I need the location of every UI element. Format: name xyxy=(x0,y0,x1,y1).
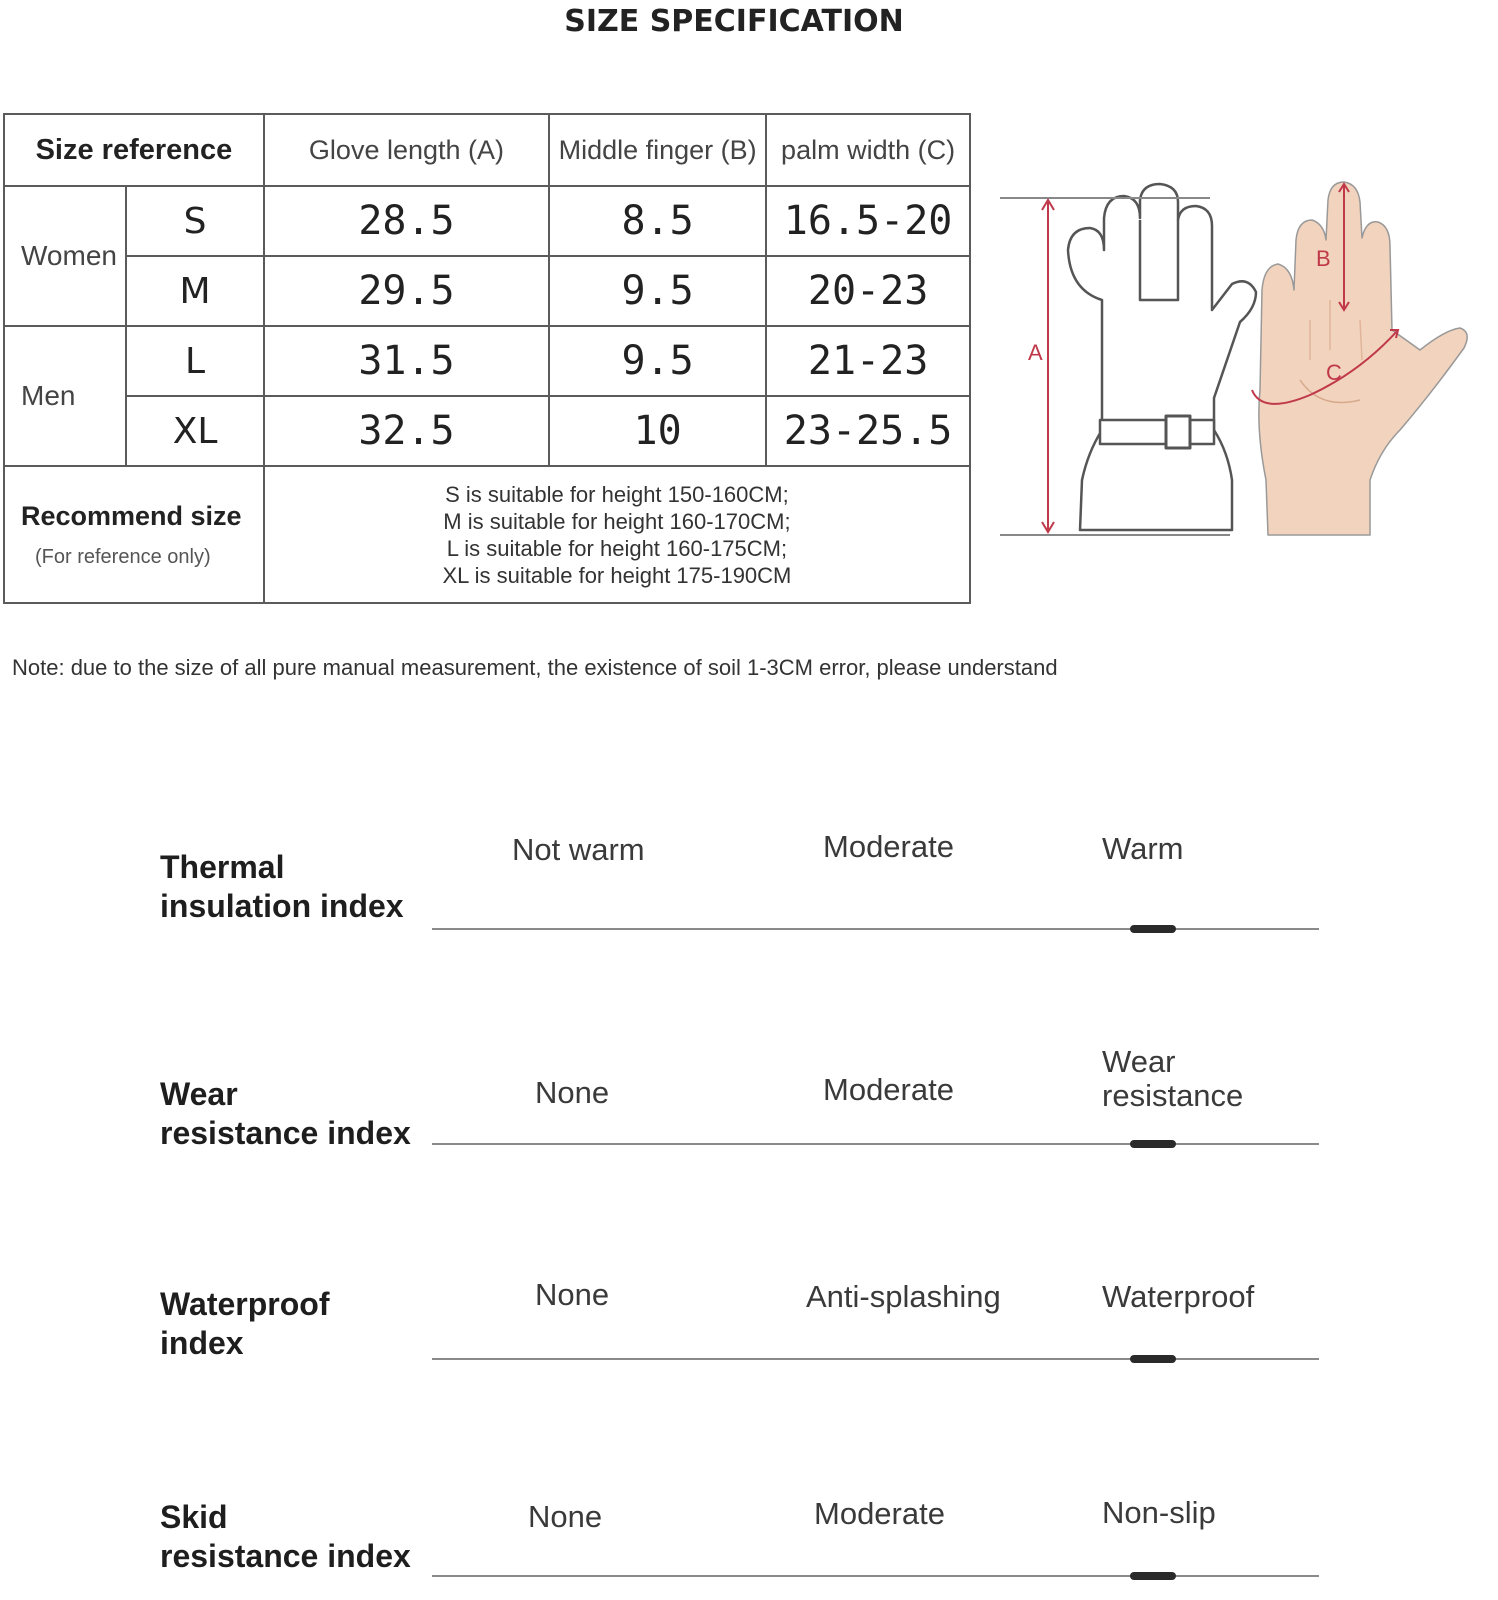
skid-option-low: None xyxy=(528,1499,603,1534)
hand-illustration xyxy=(1259,182,1467,535)
measure-a xyxy=(1042,200,1054,532)
thermal-option-mid: Moderate xyxy=(823,829,954,864)
thermal-level-marker xyxy=(1130,925,1176,933)
waterproof-option-high: Waterproof xyxy=(1102,1279,1255,1314)
wear-option-high: Wear resistance xyxy=(1102,1044,1244,1113)
size-cell: L xyxy=(126,326,264,396)
wear-option-mid: Moderate xyxy=(823,1072,954,1107)
palm-width-cell: 20-23 xyxy=(766,256,970,326)
thermal-option-low: Not warm xyxy=(512,832,645,867)
group-men: Men xyxy=(4,326,126,466)
waterproof-option-low: None xyxy=(535,1277,610,1312)
recommend-line: XL is suitable for height 175-190CM xyxy=(442,562,792,588)
palm-width-cell: 21-23 xyxy=(766,326,970,396)
palm-width-cell: 16.5-20 xyxy=(766,186,970,256)
skid-option-mid: Moderate xyxy=(814,1496,945,1531)
header-glove-length: Glove length (A) xyxy=(264,114,549,186)
recommend-lines xyxy=(264,466,970,603)
header-palm-width: palm width (C) xyxy=(766,114,970,186)
wear-scale-line xyxy=(432,1143,1319,1145)
glove-length-cell: 32.5 xyxy=(264,396,549,466)
recommend-line: S is suitable for height 150-160CM; xyxy=(445,481,789,507)
glove-wrist-strap xyxy=(1100,420,1214,444)
header-middle-finger: Middle finger (B) xyxy=(549,114,766,186)
table-row xyxy=(4,326,970,396)
glove-length-cell: 28.5 xyxy=(264,186,549,256)
measurement-note: Note: due to the size of all pure manual measurement, the existence of soil 1-3CM error, please understand xyxy=(12,655,1058,680)
wear-index-label: Wear resistance index xyxy=(160,1076,411,1151)
wear-level-marker xyxy=(1130,1140,1176,1148)
size-cell: M xyxy=(126,256,264,326)
size-cell: S xyxy=(126,186,264,256)
glove-outline xyxy=(1068,184,1256,530)
glove-length-cell: 29.5 xyxy=(264,256,549,326)
waterproof-option-mid: Anti-splashing xyxy=(806,1279,1001,1314)
recommend-line: M is suitable for height 160-170CM; xyxy=(443,508,791,534)
glove-length-cell: 31.5 xyxy=(264,326,549,396)
label-c: C xyxy=(1326,360,1342,385)
middle-finger-cell: 9.5 xyxy=(549,326,766,396)
page-title: SIZE SPECIFICATION xyxy=(564,4,904,39)
recommend-line: L is suitable for height 160-175CM; xyxy=(446,535,788,561)
size-table xyxy=(3,113,971,604)
table-row xyxy=(4,186,970,256)
thermal-scale-line xyxy=(432,928,1319,930)
thermal-option-high: Warm xyxy=(1102,831,1184,866)
waterproof-index-label: Waterproof index xyxy=(160,1286,330,1361)
recommend-title: Recommend size xyxy=(21,500,242,531)
recommend-row xyxy=(4,466,970,603)
waterproof-scale-line xyxy=(432,1358,1319,1360)
recommend-label xyxy=(4,466,264,603)
skid-option-high: Non-slip xyxy=(1102,1495,1216,1530)
measurement-diagram xyxy=(1000,180,1480,570)
middle-finger-cell: 9.5 xyxy=(549,256,766,326)
palm-width-cell: 23-25.5 xyxy=(766,396,970,466)
glove-buckle xyxy=(1166,416,1190,448)
group-women: Women xyxy=(4,186,126,326)
table-row xyxy=(4,256,970,326)
skid-level-marker xyxy=(1130,1572,1176,1580)
middle-finger-cell: 8.5 xyxy=(549,186,766,256)
recommend-subtitle: (For reference only) xyxy=(35,545,211,568)
wear-option-low: None xyxy=(535,1075,610,1110)
label-b: B xyxy=(1316,246,1331,271)
header-size-reference: Size reference xyxy=(4,114,264,186)
label-a: A xyxy=(1028,340,1043,365)
skid-scale-line xyxy=(432,1575,1319,1577)
thermal-index-label: Thermal insulation index xyxy=(160,849,404,924)
middle-finger-cell: 10 xyxy=(549,396,766,466)
skid-index-label: Skid resistance index xyxy=(160,1499,411,1574)
hand-outline xyxy=(1259,182,1467,535)
waterproof-level-marker xyxy=(1130,1355,1176,1363)
table-row xyxy=(4,396,970,466)
size-cell: XL xyxy=(126,396,264,466)
